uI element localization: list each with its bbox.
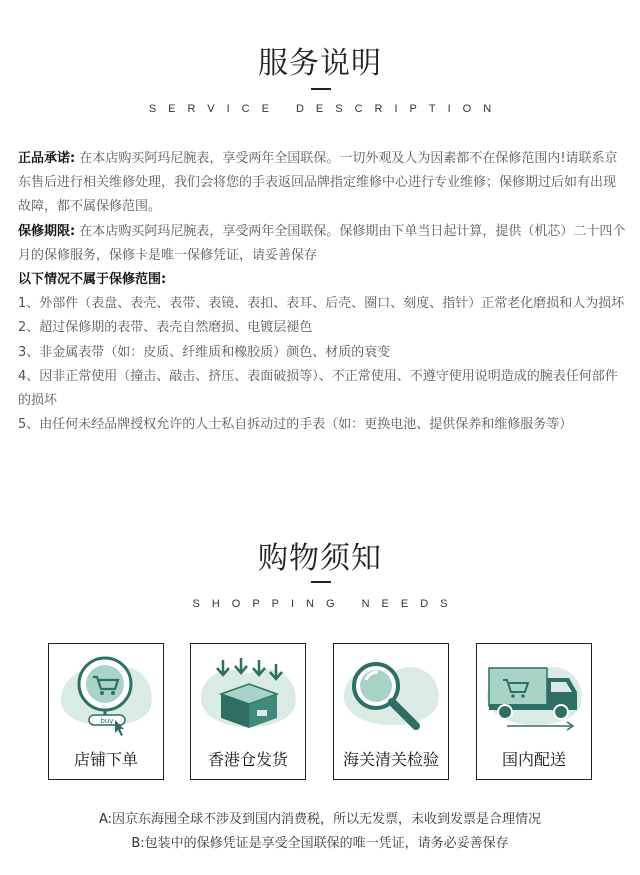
genuine-promise-label: 正品承诺: — [18, 151, 76, 166]
exclusion-item: 5、由任何未经品牌授权允许的人士私自拆动过的手表（如：更换电池、提供保养和维修服务等） — [18, 417, 573, 433]
step-card-order — [48, 643, 164, 780]
exclusion-item: 3、非金属表带（如：皮质、纤维质和橡胶质）颜色、材质的衰变 — [18, 344, 391, 360]
step-label: 香港仓发货 — [207, 750, 288, 769]
title-divider — [311, 88, 331, 90]
title-divider — [311, 581, 331, 583]
warranty-period-paragraph — [18, 220, 628, 268]
shopping-title: 购物须知 — [258, 541, 382, 576]
genuine-promise-text: 在本店购买阿玛尼腕表，享受两年全国联保。一切外观及人为因素都不在保修范围内!请联系京东售后进行相关维修处理，我们会将您的手表返回品牌指定维修中心进行专业维修；保修期过后如有出现故障，都不属保修范围。 — [18, 151, 618, 215]
genuine-promise-paragraph — [18, 147, 628, 220]
step-card-delivery — [476, 643, 592, 780]
warranty-period-label: 保修期限: — [18, 223, 76, 239]
service-body — [18, 147, 628, 437]
service-title: 服务说明 — [258, 46, 382, 81]
step-card-customs — [333, 643, 449, 780]
exclusion-item: 2、超过保修期的表带、表壳自然磨损、电镀层褪色 — [18, 320, 313, 336]
step-label: 店铺下单 — [73, 750, 138, 769]
note-invoice: A:因京东海囤全球不涉及到国内消费税，所以无发票，未收到发票是合理情况 — [98, 812, 542, 827]
step-label: 海关清关检验 — [342, 750, 439, 769]
warranty-period-text: 在本店购买阿玛尼腕表，享受两年全国联保。保修期由下单当日起计算，提供（机芯）二十四个月的保修服务，保修卡是唯一保修凭证，请妥善保存 — [18, 223, 626, 263]
magnifier-icon — [334, 644, 450, 744]
note-warranty-card: B:包装中的保修凭证是享受全国联保的唯一凭证，请务必妥善保存 — [131, 836, 509, 851]
delivery-truck-icon — [477, 644, 593, 744]
shopping-subtitle: SHOPPING NEEDS — [192, 598, 460, 610]
step-label: 国内配送 — [501, 750, 566, 769]
warehouse-box-icon — [191, 644, 307, 744]
exclusion-item: 4、因非正常使用（撞击、敲击、挤压、表面破损等）、不正常使用、不遵守使用说明造成的腕表任何部件的损坏 — [18, 368, 618, 409]
service-subtitle: SERVICE DESCRIPTION — [148, 103, 504, 115]
exclusion-item: 1、外部件（表盘、表壳、表带、表镜、表扣、表耳、后壳、圈口、刻度、指针）正常老化磨损和人为损坏 — [18, 296, 625, 312]
cart-click-icon — [49, 644, 165, 744]
exclusions-heading: 以下情况不属于保修范围: — [18, 272, 167, 288]
step-card-shipping — [190, 643, 306, 780]
buy-badge-text: buy — [100, 717, 114, 725]
